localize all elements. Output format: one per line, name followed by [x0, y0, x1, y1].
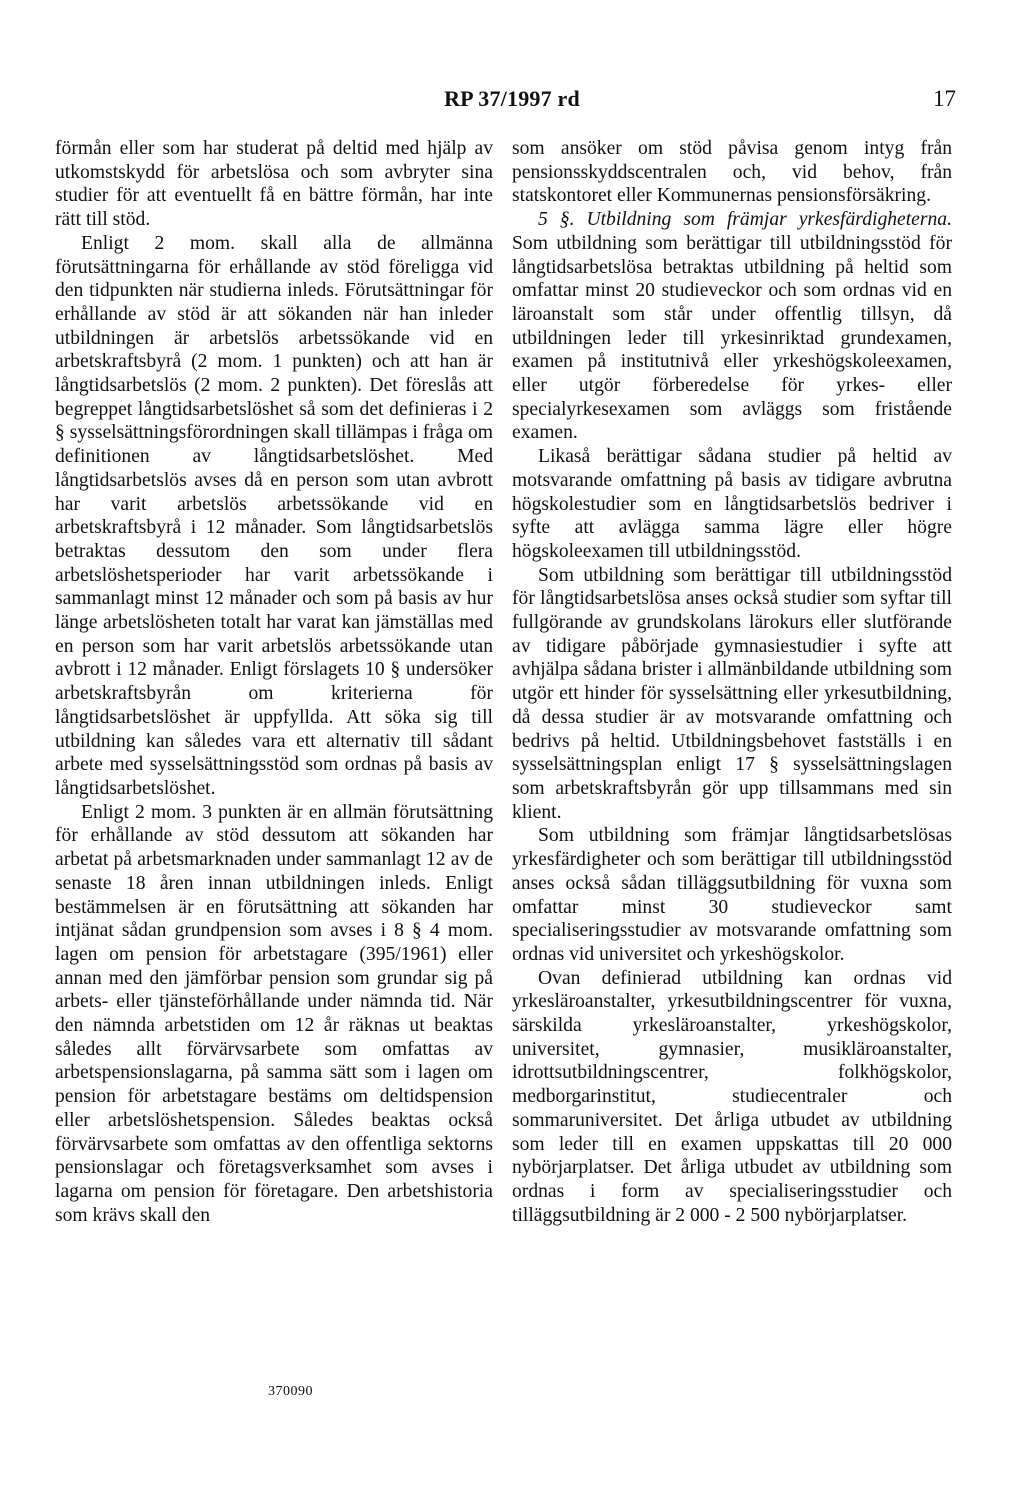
left-column [55, 137, 493, 1227]
right-paragraph-5: Som utbildning som främjar långtidsarbetslösas yrkesfärdigheter och som berättigar till utbildningsstöd anses också sådan tilläggsutbildning för vuxna som omfattar minst 30 studieveckor samt specialiseringsstudier av motsvarande omfattning som ordnas vid universitet och yrkeshögskolor. [512, 825, 952, 965]
right-paragraph-3: Likaså berättigar sådana studier på heltid av motsvarande omfattning på basis av tidigare avbrutna högskolestudier som en långtidsarbetslös bedriver i syfte att avlägga samma lägre eller högre högskoleexamen till utbildningsstöd. [512, 446, 952, 562]
left-paragraph-2: Enligt 2 mom. skall alla de allmänna förutsättningarna för erhållande av stöd föreligga vid den tidpunkten när studierna inleds. Förutsättningar för erhållande av stöd är att sökanden när han inleder utbildningen är arbetslös arbetssökande vid en arbetskraftsbyrå (2 mom. 1 punkten) och att han är långtidsarbetslös (2 mom. 2 punkten). Det föreslås att begreppet långtidsarbetslöshet så som det definieras i 2 § sysselsättningsförordningen skall tillämpas i fråga om definitionen av långtidsarbetslöshet. Med långtidsarbetslös avses då en person som utan avbrott har varit arbetslös arbetssökande vid en arbetskraftsbyrå i 12 månader. Som långtidsarbetslös betraktas dessutom den som under flera arbetslöshetsperioder har varit arbetssökande i sammanlagt minst 12 månader och som på basis av hur länge arbetslösheten totalt har varat kan jämställas med en person som har varit arbetslös arbetssökande utan avbrott i 12 månader. Enligt förslagets 10 § undersöker arbetskraftsbyrån om kriterierna för långtidsarbetslöshet är uppfyllda. Att söka sig till utbildning kan således vara ett alternativ till sådant arbete med sysselsättningsstöd som ordnas på basis av långtidsarbetslöshet. [55, 232, 493, 799]
right-paragraph-2 [512, 208, 952, 445]
left-paragraph-3: Enligt 2 mom. 3 punkten är en allmän förutsättning för erhållande av stöd dessutom att sökanden har arbetat på arbetsmarknaden under sammanlagt 12 av de senaste 18 åren innan utbildningen inleds. Enligt bestämmelsen är en förutsättning att sökanden har intjänat sådan grundpension som avses i 8 § 4 mom. lagen om pension för arbetstagare (395/1961) eller annan med den jämförbar pension som grundar sig på arbets- eller tjänsteförhållande under nämnda tid. När den nämnda arbetstiden om 12 år räknas ut beaktas således allt förvärvsarbete som omfattas av arbetspensionslagarna, på samma sätt som i lagen om pension för arbetstagare bestäms om deltidspension eller arbetslöshetspension. Således beaktas också förvärvsarbete som omfattas av den offentliga sektorns pensionslagar och företagsverksamhet som avses i lagarna om pension för företagare. Den arbetshistoria som krävs skall den [55, 801, 493, 1226]
right-paragraph-1: som ansöker om stöd påvisa genom intyg från pensionsskyddscentralen och, vid behov, från statskontoret eller Kommunernas pensionsförsäkring. [512, 138, 952, 207]
left-paragraph-1: förmån eller som har studerat på deltid med hjälp av utkomstskydd för arbetslösa och som avbryter sina studier för att eventuellt få en bättre förmån, har inte rätt till stöd. [55, 138, 493, 231]
right-paragraph-4: Som utbildning som berättigar till utbildningsstöd för långtidsarbetslösa anses också studier som syftar till fullgörande av grundskolans lärokurs eller slutförande av tidigare påbörjade gymnasiestudier i syfte att avhjälpa sådana brister i allmänbildande utbildning som utgör ett hinder för sysselsättning eller yrkesutbildning, då dessa studier är av motsvarande omfattning och bedrivs på heltid. Utbildningsbehovet fastställs i en sysselsättningsplan enligt 17 § sysselsättningslagen som arbetskraftsbyrån gör upp tillsammans med sin klient. [512, 564, 952, 823]
section-heading: 5 §. Utbildning som främjar yrkesfärdigheterna. [538, 209, 952, 231]
right-column [512, 137, 952, 1227]
section-body: Som utbildning som berättigar till utbildningsstöd för långtidsarbetslösa betraktas utbildning på heltid som omfattar minst 20 studieveckor och som ordnas vid en läroanstalt som står under offentlig tillsyn, då utbildningen leder till yrkesinriktad grundexamen, examen på institutnivå eller yrkeshögskoleexamen, eller utgör förberedelse för yrkes- eller specialyrkesexamen som avläggs som fristående examen. [512, 232, 952, 444]
page-header-title: RP 37/1997 rd [444, 86, 580, 111]
right-paragraph-6: Ovan definierad utbildning kan ordnas vid yrkesläroanstalter, yrkesutbildningscentrer för vuxna, särskilda yrkesläroanstalter, yrkeshögskolor, universitet, gymnasier, musikläroanstalter, idrottsutbildningscentrer, folkhögskolor, medborgarinstitut, studiecentraler och sommaruniversitet. Det årliga utbudet av utbildning som leder till en examen uppskattas till 20 000 nybörjarplatser. Det årliga utbudet av utbildning som ordnas i form av specialiseringsstudier och tilläggsutbildning är 2 000 - 2 500 nybörjarplatser. [512, 967, 952, 1226]
page-number: 17 [933, 86, 956, 111]
footer-code: 370090 [268, 1384, 313, 1399]
